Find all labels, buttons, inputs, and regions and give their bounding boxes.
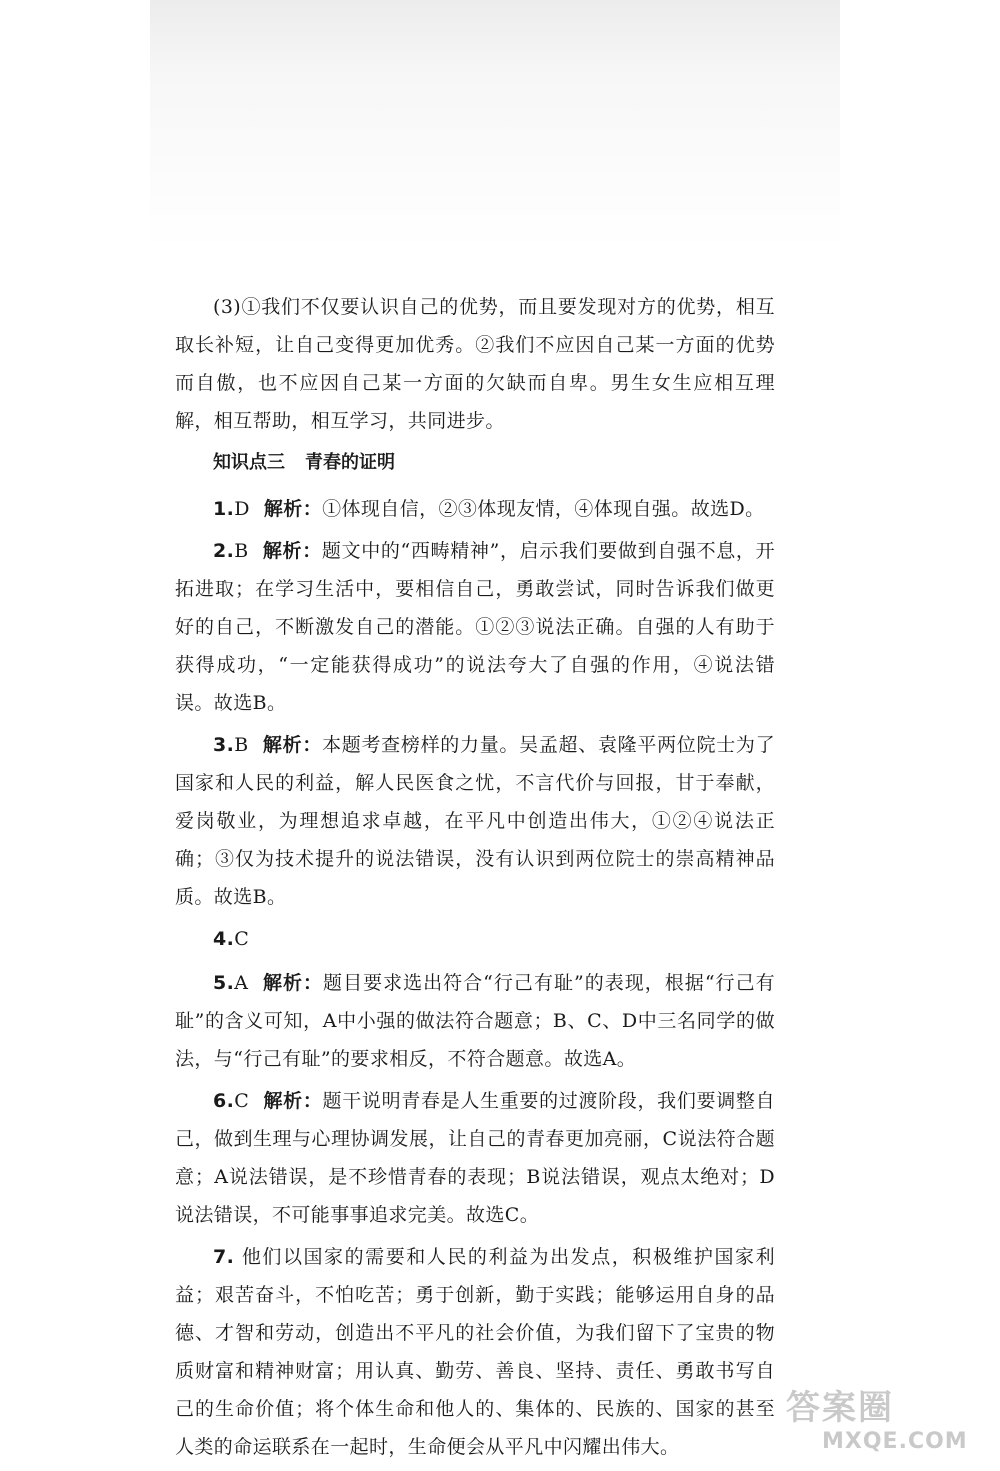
answer-item-4 <box>175 920 775 958</box>
item-number: 7. <box>213 1246 235 1268</box>
item-answer: C <box>234 1090 250 1112</box>
item-analysis-text: 本题考查榜样的力量。吴孟超、袁隆平两位院士为了国家和人民的利益，解人民医食之忧，不言代价与回报，甘于奉献，爱岗敬业，为理想追求卓越，在平凡中创造出伟大，①②④说法正确；③仅为技术提升的说法错误，没有认识到两位院士的崇高精神品质。故选B。 <box>175 734 776 908</box>
knowledge-point-heading <box>175 444 775 482</box>
item-analysis-text: 他们以国家的需要和人民的利益为出发点，积极维护国家利益；艰苦奋斗，不怕吃苦；勇于创新，勤于实践；能够运用自身的品德、才智和劳动，创造出不平凡的社会价值，为我们留下了宝贵的物质财富和精神财富；用认真、勤劳、善良、坚持、责任、勇敢书写自己的生命价值；将个体生命和他人的、集体的、民族的、国家的甚至人类的命运联系在一起时，生命便会从平凡中闪耀出伟大。 <box>175 1246 775 1458</box>
answer-item-7 <box>175 1238 775 1466</box>
item-analysis-label: 解析： <box>262 972 324 994</box>
item-number: 6. <box>213 1090 235 1112</box>
item-answer: C <box>234 928 250 950</box>
heading-title: 青春的证明 <box>305 452 395 473</box>
item-analysis-text: 题干说明青春是人生重要的过渡阶段，我们要调整自己，做到生理与心理协调发展，让自己的青春更加亮丽，C说法符合题意；A说法错误，是不珍惜青春的表现；B说法错误，观点太绝对；D说法错误，不可能事事追求完美。故选C。 <box>175 1090 776 1226</box>
item-answer: B <box>234 734 249 756</box>
answer-item-3 <box>175 726 775 916</box>
item-analysis-label: 解析： <box>263 1090 323 1112</box>
answer-item-1 <box>175 490 775 528</box>
item-analysis-text: ①体现自信，②③体现友情，④体现自强。故选D。 <box>322 498 765 520</box>
answer-item-6 <box>175 1082 775 1234</box>
item-analysis-text: 题目要求选出符合“行己有耻”的表现，根据“行己有耻”的含义可知，A中小强的做法符合题意；B、C、D中三名同学的做法，与“行己有耻”的要求相反，不符合题意。故选A。 <box>175 972 775 1070</box>
item-answer: D <box>234 498 250 520</box>
item-analysis-label: 解析： <box>262 540 322 562</box>
answer-page <box>175 288 775 1470</box>
section3-text: (3)①我们不仅要认识自己的优势，而且要发现对方的优势，相互取长补短，让自己变得更加优秀。②我们不应因自己某一方面的优势而自傲，也不应因自己某一方面的欠缺而自卑。男生女生应相互理解，相互帮助，相互学习，共同进步。 <box>175 296 775 432</box>
item-answer: B <box>234 540 249 562</box>
item-analysis-text: 题文中的“西畴精神”，启示我们要做到自强不息，开拓进取；在学习生活中，要相信自己，勇敢尝试，同时告诉我们做更好的自己，不断激发自己的潜能。①②③说法正确。自强的人有助于获得成功，“一定能获得成功”的说法夸大了自强的作用，④说法错误。故选B。 <box>175 540 776 714</box>
item-analysis-label: 解析： <box>262 734 323 756</box>
item-number: 4. <box>213 928 235 950</box>
item-number: 3. <box>213 734 235 756</box>
item-analysis-label: 解析： <box>263 498 323 520</box>
item-number: 2. <box>213 540 235 562</box>
answer-item-5 <box>175 964 775 1078</box>
site-watermark <box>786 1388 996 1470</box>
item-answer: A <box>234 972 249 994</box>
heading-number: 知识点三 <box>213 452 285 473</box>
item-number: 5. <box>213 972 235 994</box>
watermark-url: MXQE.COM <box>822 1429 968 1454</box>
page-top-shadow <box>150 0 840 250</box>
section3-answer <box>175 288 775 440</box>
answer-item-2 <box>175 532 775 722</box>
watermark-logo-text: 答案圈 <box>786 1388 894 1428</box>
item-number: 1. <box>213 498 235 520</box>
